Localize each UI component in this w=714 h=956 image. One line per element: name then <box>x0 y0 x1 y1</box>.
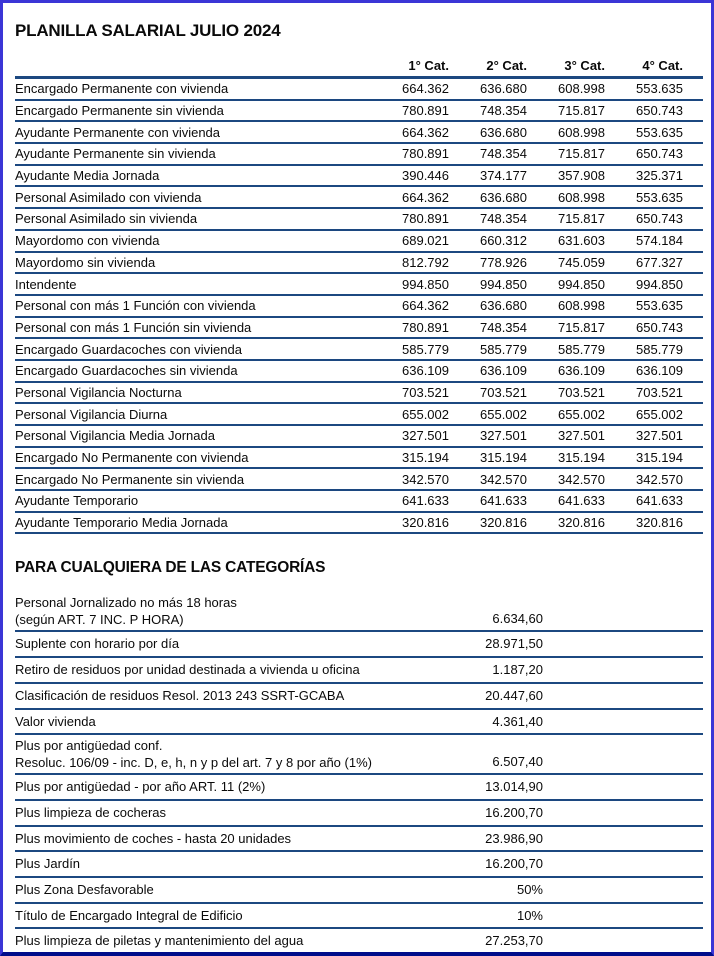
row-value: 636.109 <box>527 360 605 382</box>
row-value: 20.447,60 <box>433 683 543 709</box>
row-spacer <box>683 295 703 317</box>
row-value: 703.521 <box>605 382 683 404</box>
row-spacer <box>543 734 703 774</box>
row-value: 553.635 <box>605 121 683 143</box>
row-label-line: Valor vivienda <box>15 713 96 729</box>
row-label: Encargado Permanente sin vivienda <box>15 100 371 122</box>
row-value: 994.850 <box>449 273 527 295</box>
table-row <box>15 403 703 425</box>
row-spacer <box>543 709 703 735</box>
row-label: Personal con más 1 Función con vivienda <box>15 295 371 317</box>
row-label: Personal Vigilancia Nocturna <box>15 382 371 404</box>
row-spacer <box>683 121 703 143</box>
row-value: 13.014,90 <box>433 774 543 800</box>
table-row <box>15 186 703 208</box>
row-label <box>15 709 433 735</box>
row-value: 553.635 <box>605 295 683 317</box>
row-spacer <box>683 403 703 425</box>
table-row <box>15 468 703 490</box>
row-value: 780.891 <box>371 208 449 230</box>
row-label: Ayudante Temporario Media Jornada <box>15 512 371 534</box>
row-label-line: Suplente con horario por día <box>15 636 180 652</box>
row-value: 327.501 <box>371 425 449 447</box>
table-row <box>15 382 703 404</box>
table-row <box>15 165 703 187</box>
table-row <box>15 273 703 295</box>
row-label: Encargado No Permanente con vivienda <box>15 447 371 469</box>
row-value: 357.908 <box>527 165 605 187</box>
row-spacer <box>543 774 703 800</box>
header-cat-2: 2° Cat. <box>449 54 527 78</box>
table-row <box>15 512 703 534</box>
row-label <box>15 800 433 826</box>
table-row <box>15 252 703 274</box>
row-value: 553.635 <box>605 186 683 208</box>
table-row <box>15 877 703 903</box>
row-spacer <box>683 468 703 490</box>
row-spacer <box>683 360 703 382</box>
row-value: 650.743 <box>605 317 683 339</box>
page-content <box>3 3 711 955</box>
row-value: 327.501 <box>605 425 683 447</box>
row-value: 715.817 <box>527 100 605 122</box>
row-value: 6.507,40 <box>433 734 543 774</box>
row-value: 994.850 <box>371 273 449 295</box>
row-spacer <box>683 273 703 295</box>
row-value: 315.194 <box>371 447 449 469</box>
row-spacer <box>683 425 703 447</box>
row-value: 342.570 <box>449 468 527 490</box>
row-value: 6.634,60 <box>433 592 543 631</box>
table-row <box>15 143 703 165</box>
section2-title: PARA CUALQUIERA DE LAS CATEGORÍAS <box>15 559 326 577</box>
row-value: 664.362 <box>371 186 449 208</box>
row-value: 650.743 <box>605 143 683 165</box>
row-value: 748.354 <box>449 208 527 230</box>
table-row <box>15 121 703 143</box>
row-value: 636.680 <box>449 186 527 208</box>
row-value: 664.362 <box>371 295 449 317</box>
row-spacer <box>543 683 703 709</box>
row-value: 664.362 <box>371 78 449 100</box>
row-label <box>15 734 433 774</box>
row-spacer <box>683 78 703 100</box>
row-spacer <box>683 317 703 339</box>
row-spacer <box>683 186 703 208</box>
row-spacer <box>683 165 703 187</box>
row-value: 608.998 <box>527 186 605 208</box>
row-label: Personal Asimilado sin vivienda <box>15 208 371 230</box>
row-label: Personal Asimilado con vivienda <box>15 186 371 208</box>
row-value: 660.312 <box>449 230 527 252</box>
row-spacer <box>683 490 703 512</box>
row-label: Ayudante Permanente sin vivienda <box>15 143 371 165</box>
row-value: 585.779 <box>449 338 527 360</box>
salary-table-body <box>15 78 703 534</box>
row-label: Personal Vigilancia Diurna <box>15 403 371 425</box>
row-label-line: Personal Jornalizado no más 18 horas <box>15 595 237 611</box>
row-value: 641.633 <box>605 490 683 512</box>
row-label <box>15 903 433 929</box>
row-spacer <box>683 208 703 230</box>
row-value: 636.680 <box>449 295 527 317</box>
row-spacer <box>543 928 703 954</box>
page-title: PLANILLA SALARIAL JULIO 2024 <box>15 21 281 40</box>
row-label: Ayudante Media Jornada <box>15 165 371 187</box>
row-label-line: Plus por antigüedad - por año ART. 11 (2%) <box>15 779 266 795</box>
row-label: Encargado Guardacoches con vivienda <box>15 338 371 360</box>
row-value: 320.816 <box>527 512 605 534</box>
table-row <box>15 928 703 954</box>
row-value: 327.501 <box>527 425 605 447</box>
row-label: Mayordomo sin vivienda <box>15 252 371 274</box>
row-value: 994.850 <box>527 273 605 295</box>
row-value: 703.521 <box>449 382 527 404</box>
row-value: 315.194 <box>527 447 605 469</box>
row-value: 664.362 <box>371 121 449 143</box>
row-label <box>15 851 433 877</box>
row-value: 325.371 <box>605 165 683 187</box>
row-value: 10% <box>433 903 543 929</box>
row-value: 636.680 <box>449 121 527 143</box>
row-spacer <box>543 826 703 852</box>
row-value: 650.743 <box>605 100 683 122</box>
row-label <box>15 657 433 683</box>
row-value: 641.633 <box>527 490 605 512</box>
row-label-line: Plus por antigüedad conf. <box>15 738 163 754</box>
table-row <box>15 447 703 469</box>
table-row <box>15 100 703 122</box>
row-value: 715.817 <box>527 317 605 339</box>
row-value: 748.354 <box>449 100 527 122</box>
row-value: 320.816 <box>449 512 527 534</box>
table-row <box>15 78 703 100</box>
row-spacer <box>543 631 703 657</box>
row-label: Mayordomo con vivienda <box>15 230 371 252</box>
row-value: 655.002 <box>449 403 527 425</box>
row-value: 327.501 <box>449 425 527 447</box>
row-label-line: Plus limpieza de cocheras <box>15 804 167 820</box>
row-label-line: Plus limpieza de piletas y mantenimiento del agua <box>15 933 304 949</box>
row-value: 50% <box>433 877 543 903</box>
row-spacer <box>543 800 703 826</box>
row-label-line: Plus Zona Desfavorable <box>15 882 154 898</box>
row-spacer <box>683 143 703 165</box>
row-label <box>15 877 433 903</box>
row-value: 374.177 <box>449 165 527 187</box>
row-value: 315.194 <box>605 447 683 469</box>
row-value: 655.002 <box>527 403 605 425</box>
row-value: 748.354 <box>449 317 527 339</box>
row-value: 636.109 <box>605 360 683 382</box>
row-value: 608.998 <box>527 121 605 143</box>
table-row <box>15 295 703 317</box>
row-value: 585.779 <box>605 338 683 360</box>
row-value: 1.187,20 <box>433 657 543 683</box>
row-value: 641.633 <box>449 490 527 512</box>
table-row <box>15 490 703 512</box>
table-row <box>15 360 703 382</box>
row-label: Ayudante Temporario <box>15 490 371 512</box>
row-label <box>15 683 433 709</box>
row-value: 780.891 <box>371 317 449 339</box>
row-label: Personal Vigilancia Media Jornada <box>15 425 371 447</box>
row-spacer <box>543 657 703 683</box>
row-label-line: Plus movimiento de coches - hasta 20 unidades <box>15 830 292 846</box>
table-row <box>15 631 703 657</box>
row-value: 689.021 <box>371 230 449 252</box>
row-label-line: (según ART. 7 INC. P HORA) <box>15 612 184 628</box>
row-value: 636.109 <box>371 360 449 382</box>
header-cat-4: 4° Cat. <box>605 54 683 78</box>
table-row <box>15 826 703 852</box>
row-spacer <box>683 338 703 360</box>
row-value: 812.792 <box>371 252 449 274</box>
table-row <box>15 338 703 360</box>
row-spacer <box>683 447 703 469</box>
row-value: 315.194 <box>449 447 527 469</box>
row-label-line: Clasificación de residuos Resol. 2013 243 SSRT-GCABA <box>15 687 345 703</box>
row-spacer <box>683 252 703 274</box>
row-value: 703.521 <box>527 382 605 404</box>
row-label: Encargado Permanente con vivienda <box>15 78 371 100</box>
row-spacer <box>543 877 703 903</box>
table-row <box>15 592 703 631</box>
row-value: 641.633 <box>371 490 449 512</box>
row-label-line: Plus Jardín <box>15 856 81 872</box>
row-value: 608.998 <box>527 295 605 317</box>
row-value: 631.603 <box>527 230 605 252</box>
row-spacer <box>543 903 703 929</box>
row-label: Personal con más 1 Función sin vivienda <box>15 317 371 339</box>
row-spacer <box>683 100 703 122</box>
row-value: 342.570 <box>527 468 605 490</box>
table-row <box>15 317 703 339</box>
table-row <box>15 851 703 877</box>
row-label <box>15 826 433 852</box>
row-label-line: Retiro de residuos por unidad destinada a vivienda u oficina <box>15 662 360 678</box>
row-value: 655.002 <box>371 403 449 425</box>
row-value: 342.570 <box>605 468 683 490</box>
table-row <box>15 657 703 683</box>
row-spacer <box>683 512 703 534</box>
table-row <box>15 903 703 929</box>
row-value: 778.926 <box>449 252 527 274</box>
table-row <box>15 683 703 709</box>
row-value: 745.059 <box>527 252 605 274</box>
row-value: 748.354 <box>449 143 527 165</box>
row-label <box>15 592 433 631</box>
row-value: 715.817 <box>527 143 605 165</box>
row-value: 636.109 <box>449 360 527 382</box>
row-value: 636.680 <box>449 78 527 100</box>
row-value: 585.779 <box>371 338 449 360</box>
header-cat-3: 3° Cat. <box>527 54 605 78</box>
row-value: 23.986,90 <box>433 826 543 852</box>
row-value: 574.184 <box>605 230 683 252</box>
row-value: 320.816 <box>605 512 683 534</box>
row-label <box>15 631 433 657</box>
row-label: Intendente <box>15 273 371 295</box>
row-value: 320.816 <box>371 512 449 534</box>
row-label-line: Título de Encargado Integral de Edificio <box>15 907 243 923</box>
row-value: 715.817 <box>527 208 605 230</box>
header-cat-1: 1° Cat. <box>371 54 449 78</box>
table-row <box>15 425 703 447</box>
row-value: 650.743 <box>605 208 683 230</box>
row-value: 608.998 <box>527 78 605 100</box>
row-value: 655.002 <box>605 403 683 425</box>
row-value: 28.971,50 <box>433 631 543 657</box>
table-row <box>15 734 703 774</box>
extras-table <box>15 592 703 955</box>
table-row <box>15 230 703 252</box>
row-value: 390.446 <box>371 165 449 187</box>
row-spacer <box>683 382 703 404</box>
row-value: 342.570 <box>371 468 449 490</box>
header-row <box>15 54 703 78</box>
row-spacer <box>683 230 703 252</box>
row-label-line: Resoluc. 106/09 - inc. D, e, h, n y p del art. 7 y 8 por año (1%) <box>15 755 372 771</box>
row-spacer <box>543 851 703 877</box>
table-row <box>15 208 703 230</box>
table-row <box>15 709 703 735</box>
row-label: Encargado Guardacoches sin vivienda <box>15 360 371 382</box>
table-row <box>15 800 703 826</box>
row-label <box>15 774 433 800</box>
row-value: 780.891 <box>371 100 449 122</box>
row-label: Encargado No Permanente sin vivienda <box>15 468 371 490</box>
row-value: 703.521 <box>371 382 449 404</box>
row-label: Ayudante Permanente con vivienda <box>15 121 371 143</box>
row-value: 27.253,70 <box>433 928 543 954</box>
row-value: 780.891 <box>371 143 449 165</box>
salary-table-header <box>15 54 703 78</box>
row-value: 585.779 <box>527 338 605 360</box>
row-spacer <box>543 592 703 631</box>
row-value: 677.327 <box>605 252 683 274</box>
extras-table-body <box>15 592 703 954</box>
table-row <box>15 774 703 800</box>
row-value: 4.361,40 <box>433 709 543 735</box>
row-value: 16.200,70 <box>433 851 543 877</box>
salary-table <box>15 54 703 534</box>
row-value: 994.850 <box>605 273 683 295</box>
row-value: 553.635 <box>605 78 683 100</box>
row-label <box>15 928 433 954</box>
row-value: 16.200,70 <box>433 800 543 826</box>
header-empty-cell <box>15 54 371 78</box>
header-spacer <box>683 54 703 78</box>
